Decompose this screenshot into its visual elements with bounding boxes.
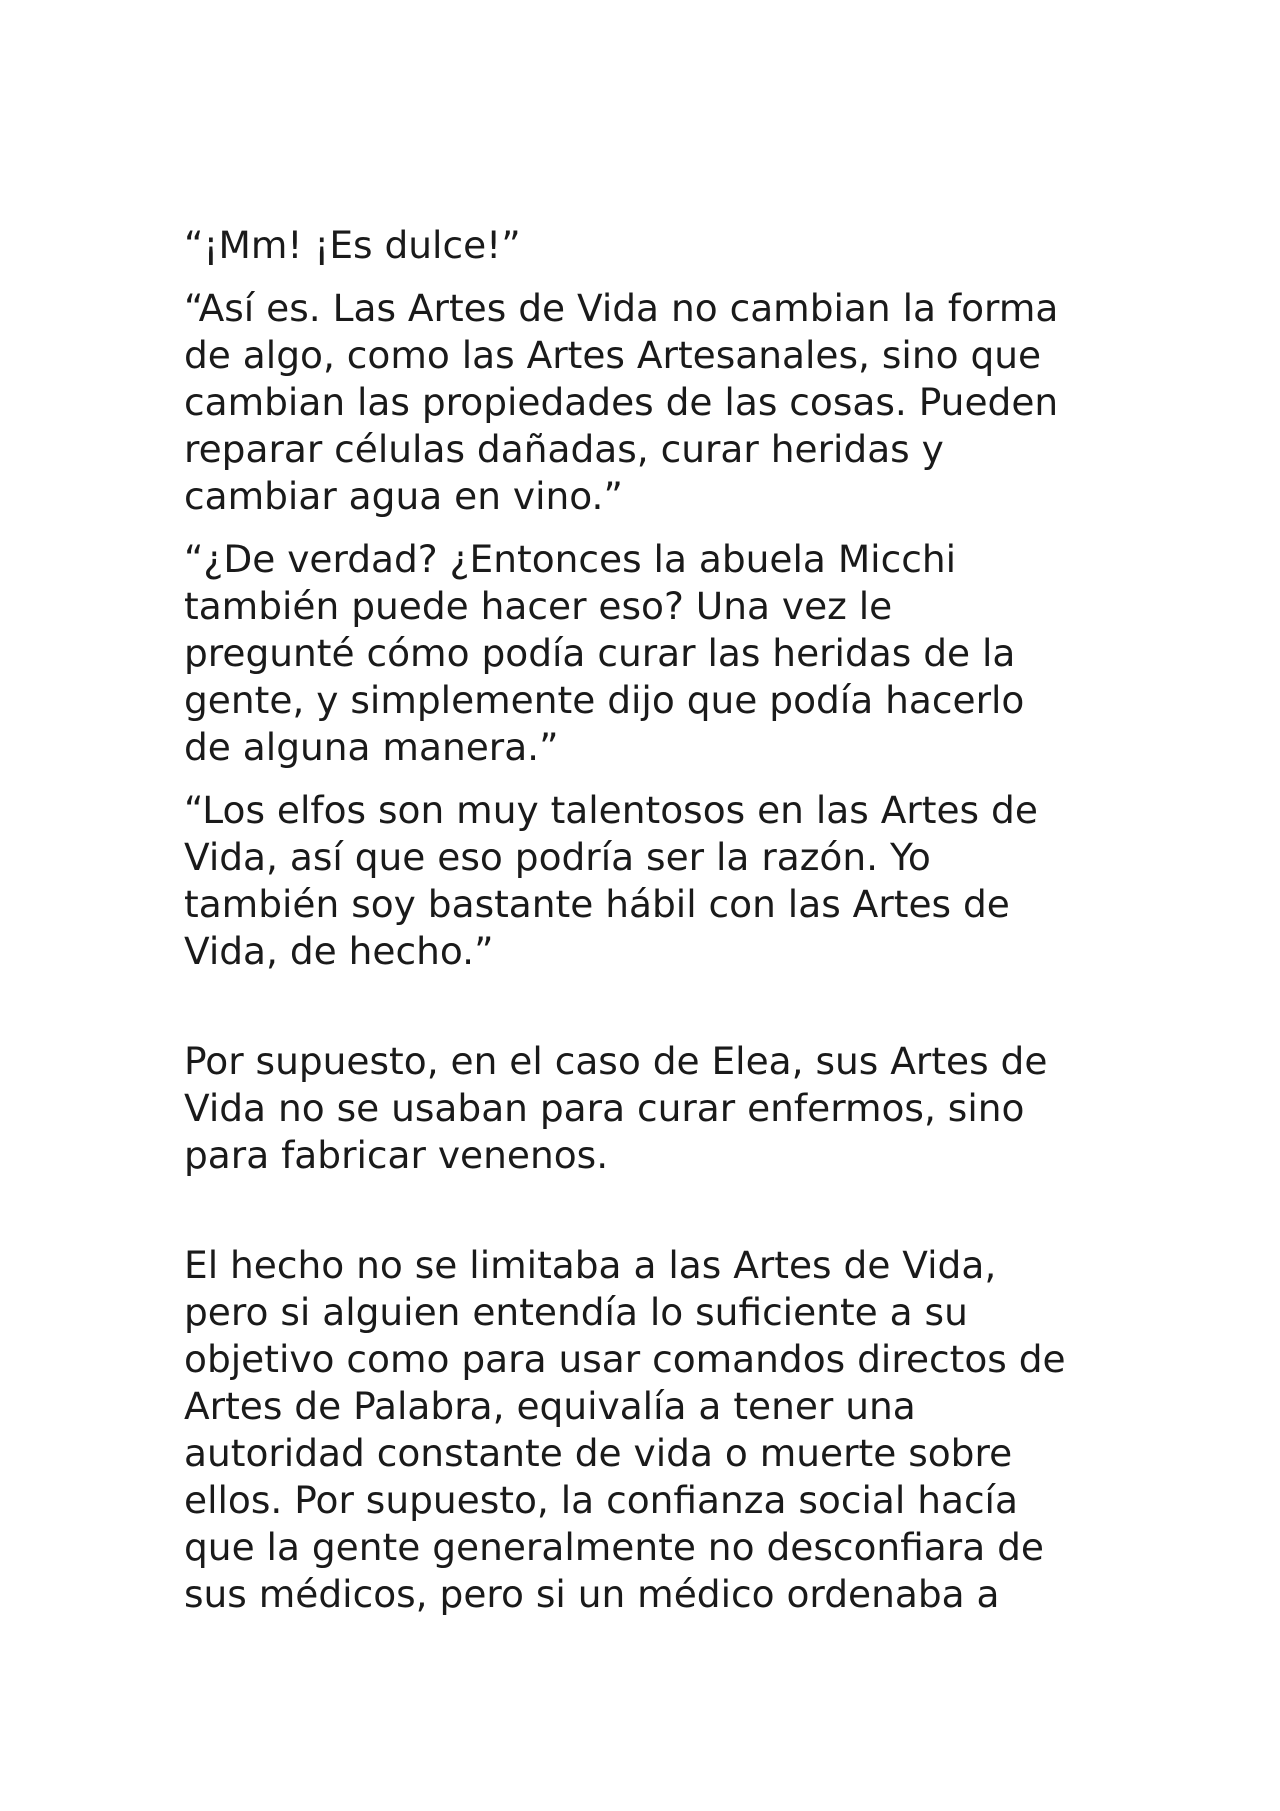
narration-paragraph-1: Por supuesto, en el caso de Elea, sus Artes de Vida no se usaban para curar enfermos, sino para fabricar venenos. [184,1039,1048,1177]
paragraph-gap [184,771,1124,787]
section-gap [184,975,1124,1038]
dialogue-paragraph-4: “Los elfos son muy talentosos en las Artes de Vida, así que eso podría ser la razón. Yo también soy bastante hábil con las Artes de Vida, de hecho.” [184,788,1038,973]
dialogue-paragraph-3: “¿De verdad? ¿Entonces la abuela Micchi también puede hacer eso? Una vez le pregunté cómo podía curar las heridas de la gente, y simplemente dijo que podía hacerlo de alguna manera.” [184,537,1025,769]
dialogue-paragraph-1: “¡Mm! ¡Es dulce!” [184,223,521,267]
narration-paragraph-2: El hecho no se limitaba a las Artes de Vida, pero si alguien entendía lo suficiente a su objetivo como para usar comandos directos de Artes de Palabra, equivalía a tener una autoridad constante de vida o muerte sobre ellos. Por supuesto, la confianza social hacía que la gente generalmente no desconfiara de sus médicos, pero si un médico ordenaba a [184,1243,1066,1616]
section-gap [184,1179,1124,1242]
paragraph-gap [184,269,1124,285]
text-column [184,222,1124,1618]
dialogue-paragraph-2: “Así es. Las Artes de Vida no cambian la forma de algo, como las Artes Artesanales, sino que cambian las propiedades de las cosas. Pueden reparar células dañadas, curar heridas y cambiar agua en vino.” [184,286,1059,518]
paragraph-gap [184,520,1124,536]
